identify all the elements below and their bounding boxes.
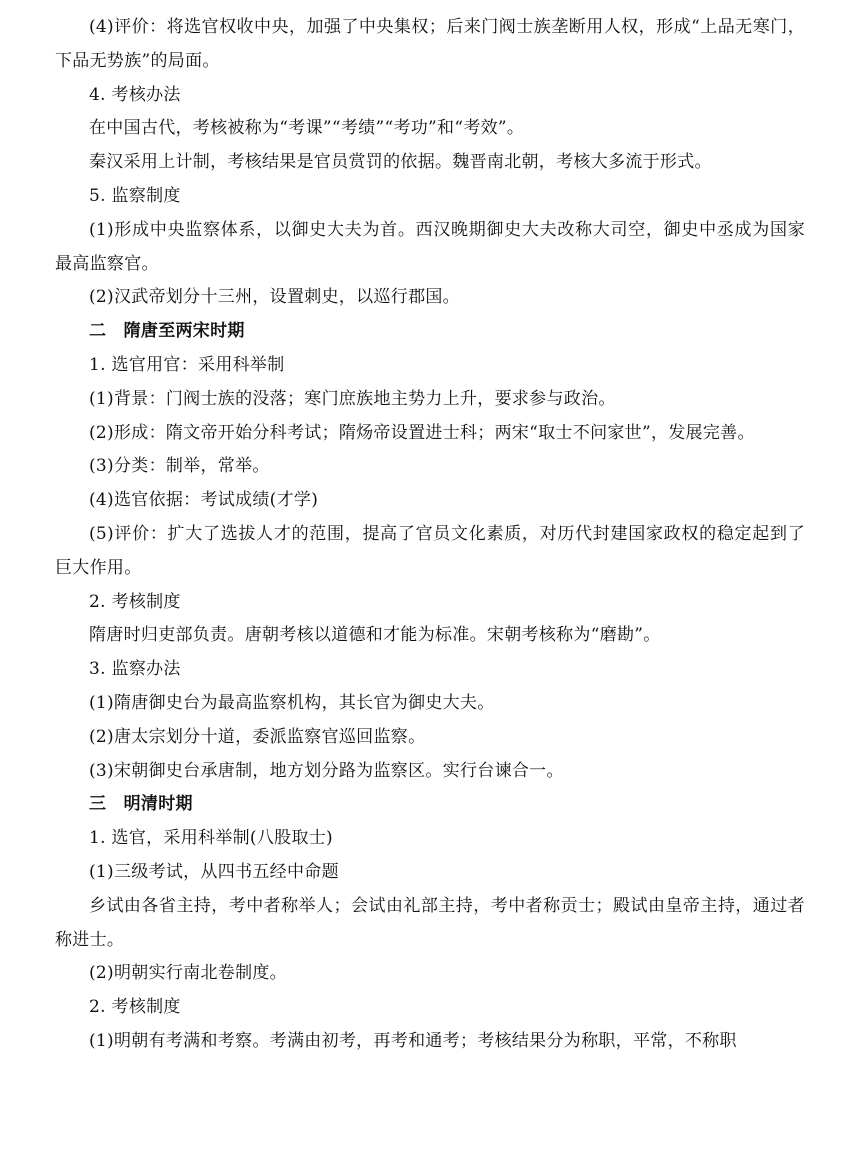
paragraph-classification: (3)分类：制举，常举。 (89, 456, 270, 477)
subheading-supervision-method: 3. 监察办法 (89, 659, 181, 680)
paragraph-selection-basis: (4)选官依据：考试成绩(才学) (89, 490, 319, 511)
paragraph-exam-levels: 乡试由各省主持，考中者称举人；会试由礼部主持，考中者称贡士；殿试由皇帝主持，通过者称进士。 (55, 895, 805, 950)
paragraph-three-level-exam: (1)三级考试，从四书五经中命题 (89, 861, 339, 882)
subheading-supervision-system: 5. 监察制度 (89, 185, 181, 206)
paragraph-background: (1)背景：门阀士族的没落；寒门庶族地主势力上升，要求参与政治。 (89, 388, 616, 409)
section-heading-ming-qing: 三 明清时期 (89, 794, 193, 815)
paragraph-evaluation-4: (4)评价：将选官权收中央，加强了中央集权；后来门阀士族垄断用人权，形成“上品无寒门，下品无势族”的局面。 (55, 17, 805, 71)
paragraph-evaluation-5: (5)评价：扩大了选拔人才的范围，提高了官员文化素质，对历代封建国家政权的稳定起到了巨大作用。 (55, 523, 805, 578)
subheading-ming-qing-selection: 1. 选官，采用科举制(八股取士) (89, 828, 333, 849)
paragraph-central-supervision: (1)形成中央监察体系，以御史大夫为首。西汉晚期御史大夫改称大司空，御史中丞成为国家最高监察官。 (55, 219, 805, 274)
paragraph-censorate: (1)隋唐御史台为最高监察机构，其长官为御史大夫。 (89, 692, 495, 713)
paragraph-formation: (2)形成：隋文帝开始分科考试；隋炀帝设置进士科；两宋“取士不问家世”，发展完善。 (89, 422, 755, 443)
paragraph-north-south-papers: (2)明朝实行南北卷制度。 (89, 963, 287, 984)
paragraph-ten-circuits: (2)唐太宗划分十道，委派监察官巡回监察。 (89, 726, 426, 747)
paragraph-sui-tang-assessment: 隋唐时归吏部负责。唐朝考核以道德和才能为标准。宋朝考核称为“磨勘”。 (89, 625, 661, 646)
subheading-assessment-method: 4. 考核办法 (89, 84, 181, 105)
section-heading-sui-tang-song: 二 隋唐至两宋时期 (89, 321, 245, 342)
subheading-ming-assessment: 2. 考核制度 (89, 997, 181, 1018)
paragraph-qin-han-assessment: 秦汉采用上计制，考核结果是官员赏罚的依据。魏晋南北朝，考核大多流于形式。 (89, 152, 712, 173)
subheading-imperial-exam: 1. 选官用官：采用科举制 (89, 354, 285, 375)
paragraph-song-censorate: (3)宋朝御史台承唐制，地方划分路为监察区。实行台谏合一。 (89, 760, 564, 781)
subheading-assessment-system: 2. 考核制度 (89, 591, 181, 612)
paragraph-thirteen-provinces: (2)汉武帝划分十三州，设置刺史，以巡行郡国。 (89, 287, 460, 308)
paragraph-assessment-names: 在中国古代，考核被称为“考课”“考绩”“考功”和“考效”。 (89, 118, 525, 139)
paragraph-kaoman-kaocha: (1)明朝有考满和考察。考满由初考，再考和通考；考核结果分为称职，平常，不称职 (89, 1030, 737, 1051)
